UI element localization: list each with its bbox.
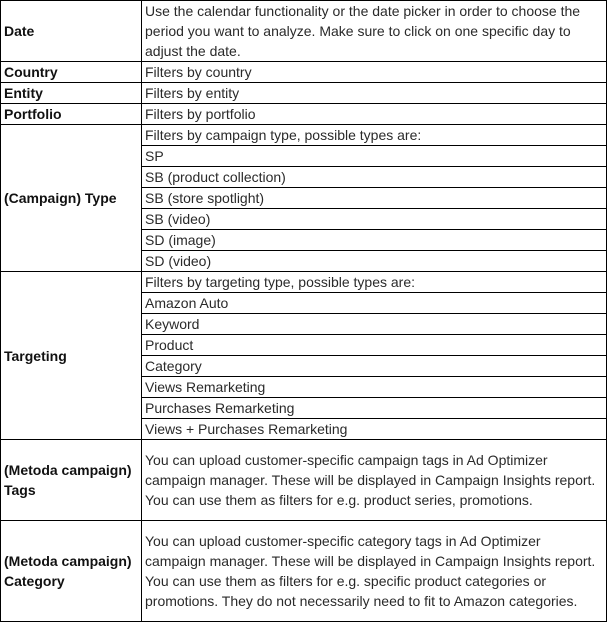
description-cell: Filters by targeting type, possible types are: [142,272,607,293]
table-row [1,440,607,521]
description-cell: Filters by country [142,62,607,83]
description-cell: Filters by entity [142,83,607,104]
description-cell: SD (image) [142,230,607,251]
description-cell: SB (video) [142,209,607,230]
table-row [1,125,607,146]
description-cell: Views + Purchases Remarketing [142,419,607,440]
description-cell: Filters by campaign type, possible types are: [142,125,607,146]
description-cell: You can upload customer-specific category tags in Ad Optimizer campaign manager. These will be displayed in Campaign Insights report. You can use them as filters for e.g. specific product categories or promotions. They do not necessarily need to fit to Amazon categories. [142,521,607,622]
term-cell: (Metoda campaign) Category [1,521,142,622]
term-cell: Date [1,1,142,62]
description-cell: Keyword [142,314,607,335]
term-cell: Entity [1,83,142,104]
description-cell: Product [142,335,607,356]
description-cell: SP [142,146,607,167]
description-cell: SB (product collection) [142,167,607,188]
term-cell: (Metoda campaign) Tags [1,440,142,521]
description-cell: Filters by portfolio [142,104,607,125]
table-row [1,521,607,622]
table-row [1,83,607,104]
description-cell: Purchases Remarketing [142,398,607,419]
term-cell: Country [1,62,142,83]
description-cell: SB (store spotlight) [142,188,607,209]
table-row [1,62,607,83]
description-cell: Category [142,356,607,377]
description-cell: SD (video) [142,251,607,272]
description-cell: You can upload customer-specific campaign tags in Ad Optimizer campaign manager. These will be displayed in Campaign Insights report. You can use them as filters for e.g. product series, promotions. [142,440,607,521]
table-row [1,1,607,62]
term-cell: (Campaign) Type [1,125,142,272]
table-row [1,104,607,125]
table-row [1,272,607,293]
term-cell: Portfolio [1,104,142,125]
term-cell: Targeting [1,272,142,440]
description-cell: Amazon Auto [142,293,607,314]
description-cell: Use the calendar functionality or the date picker in order to choose the period you want to analyze. Make sure to click on one specific day to adjust the date. [142,1,607,62]
description-cell: Views Remarketing [142,377,607,398]
